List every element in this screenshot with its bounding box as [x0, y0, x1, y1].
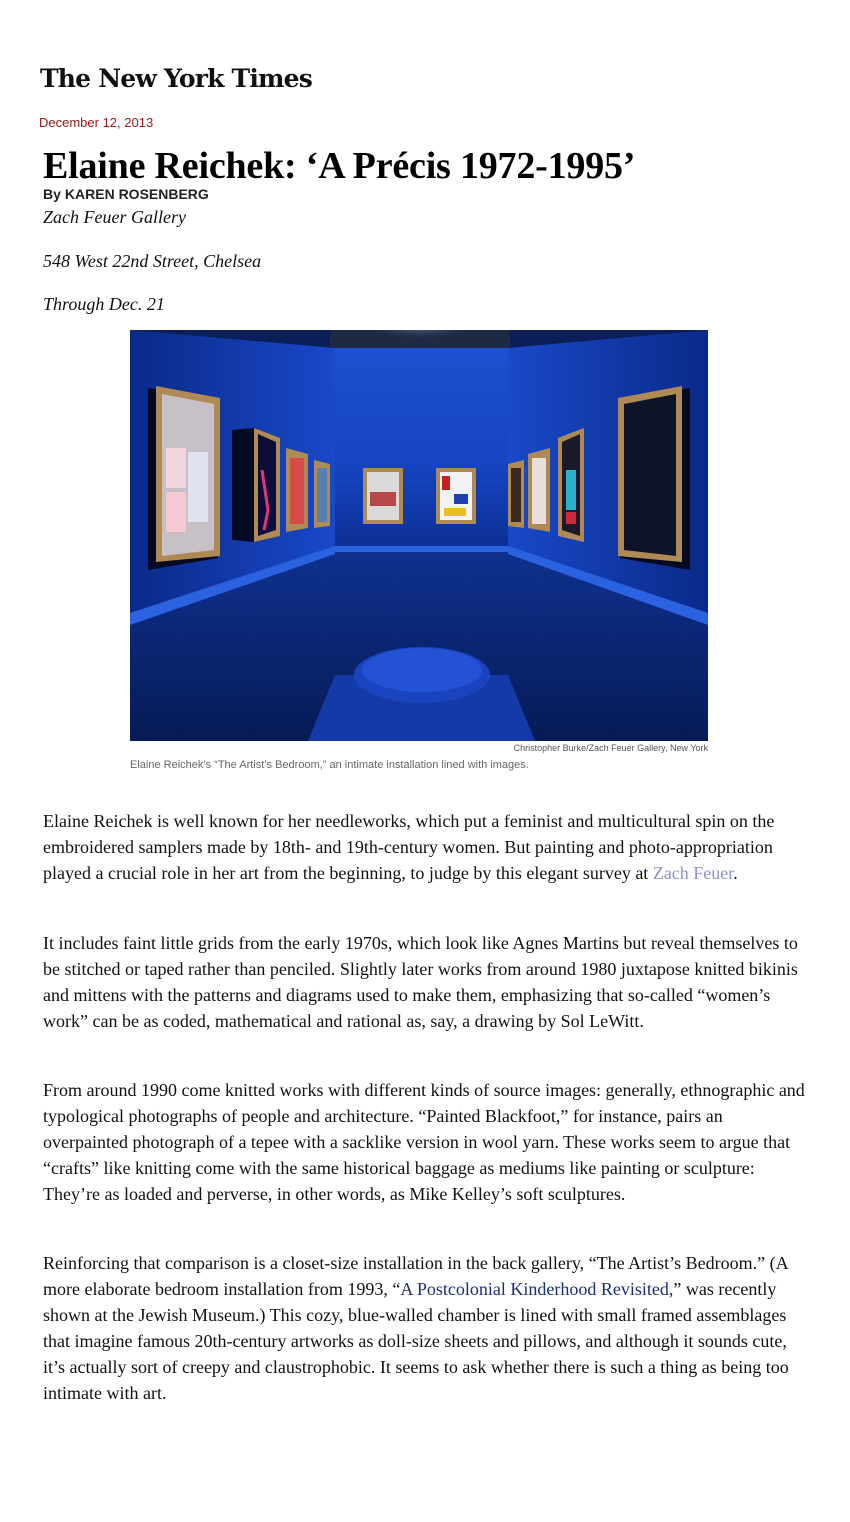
byline	[43, 186, 209, 202]
frame-right-3	[528, 448, 550, 532]
back-wall	[335, 348, 508, 548]
nyt-masthead-logo[interactable]: The New York Times	[40, 64, 313, 93]
photo-credit: Christopher Burke/Zach Feuer Gallery, New York	[513, 743, 708, 753]
frame-right-2	[558, 428, 584, 542]
byline-author: KAREN ROSENBERG	[64, 186, 209, 202]
chair-rail-back	[335, 546, 508, 552]
photo-caption: Elaine Reichek’s “The Artist’s Bedroom,” an intimate installation lined with images.	[130, 759, 529, 771]
paragraph-4-text: Reinforcing that comparison is a closet-size installation in the back gallery, “The Artist’s Bedroom.” (A more elaborate bedroom installation from 1993, “	[43, 1253, 788, 1299]
frame-left-3	[286, 448, 308, 532]
article-headline: Elaine Reichek: ‘A Précis 1972-1995’	[43, 145, 636, 187]
gallery-name: Zach Feuer Gallery	[43, 207, 186, 227]
paragraph-2: It includes faint little grids from the early 1970s, which look like Agnes Martins but reveal themselves to be stitched or taped rather than penciled. Slightly later works from around 1980 juxtapose knitted bikinis and mittens with the patterns and diagrams used to make them, emphasizing that so-called “women’s work” can be as coded, mathematical and rational as, say, a drawing by Sol LeWitt.	[43, 933, 798, 1031]
paragraph-1-text: Elaine Reichek is well known for her needleworks, which put a feminist and multicultural spin on the embroidered samplers made by 18th- and 19th-century women. But painting and photo-appropriation played a crucial role in her art from the beginning, to judge by this elegant survey at	[43, 811, 775, 883]
paragraph-1-end: .	[733, 863, 738, 883]
exhibition-dates: Through Dec. 21	[43, 294, 165, 314]
frame-right-large	[618, 386, 690, 570]
frame-left-2	[232, 428, 280, 542]
frame-right-4	[508, 460, 524, 528]
article-date: December 12, 2013	[39, 115, 154, 130]
paragraph-1	[43, 808, 808, 886]
paragraph-4-end: ” was recently shown at the Jewish Museum.) This cozy, blue-walled chamber is lined with small framed assemblages that imagine famous 20th-century artworks as doll-size sheets and pillows, and although it sounds cute, it’s actually sort of creepy and claustrophobic. It seems to ask whether there is such a thing as being too intimate with art.	[43, 1279, 789, 1403]
frame-back-2-mondrian	[436, 468, 476, 524]
frame-left-4	[314, 460, 330, 528]
link-zach-feuer[interactable]: Zach Feuer	[652, 863, 734, 883]
byline-prefix: By	[43, 186, 61, 202]
frame-back-1	[363, 468, 403, 524]
paragraph-3: From around 1990 come knitted works with different kinds of source images: generally, ethnographic and typological photographs of people and architecture. “Painted Blackfoot,” for instance, pairs an overpainted photograph of a tepee with a sacklike version in wool yarn. These works seem to argue that “crafts” like knitting come with the same historical baggage as mediums like painting or sculpture: They’re as loaded and perverse, in other words, as Mike Kelley’s soft sculptures.	[43, 1080, 805, 1204]
installation-photo	[130, 330, 708, 741]
gallery-address: 548 West 22nd Street, Chelsea	[43, 251, 262, 271]
paragraph-4	[43, 1250, 808, 1406]
frame-left-large	[148, 386, 220, 570]
link-postcolonial-kinderhood[interactable]: A Postcolonial Kinderhood Revisited,	[400, 1279, 674, 1299]
